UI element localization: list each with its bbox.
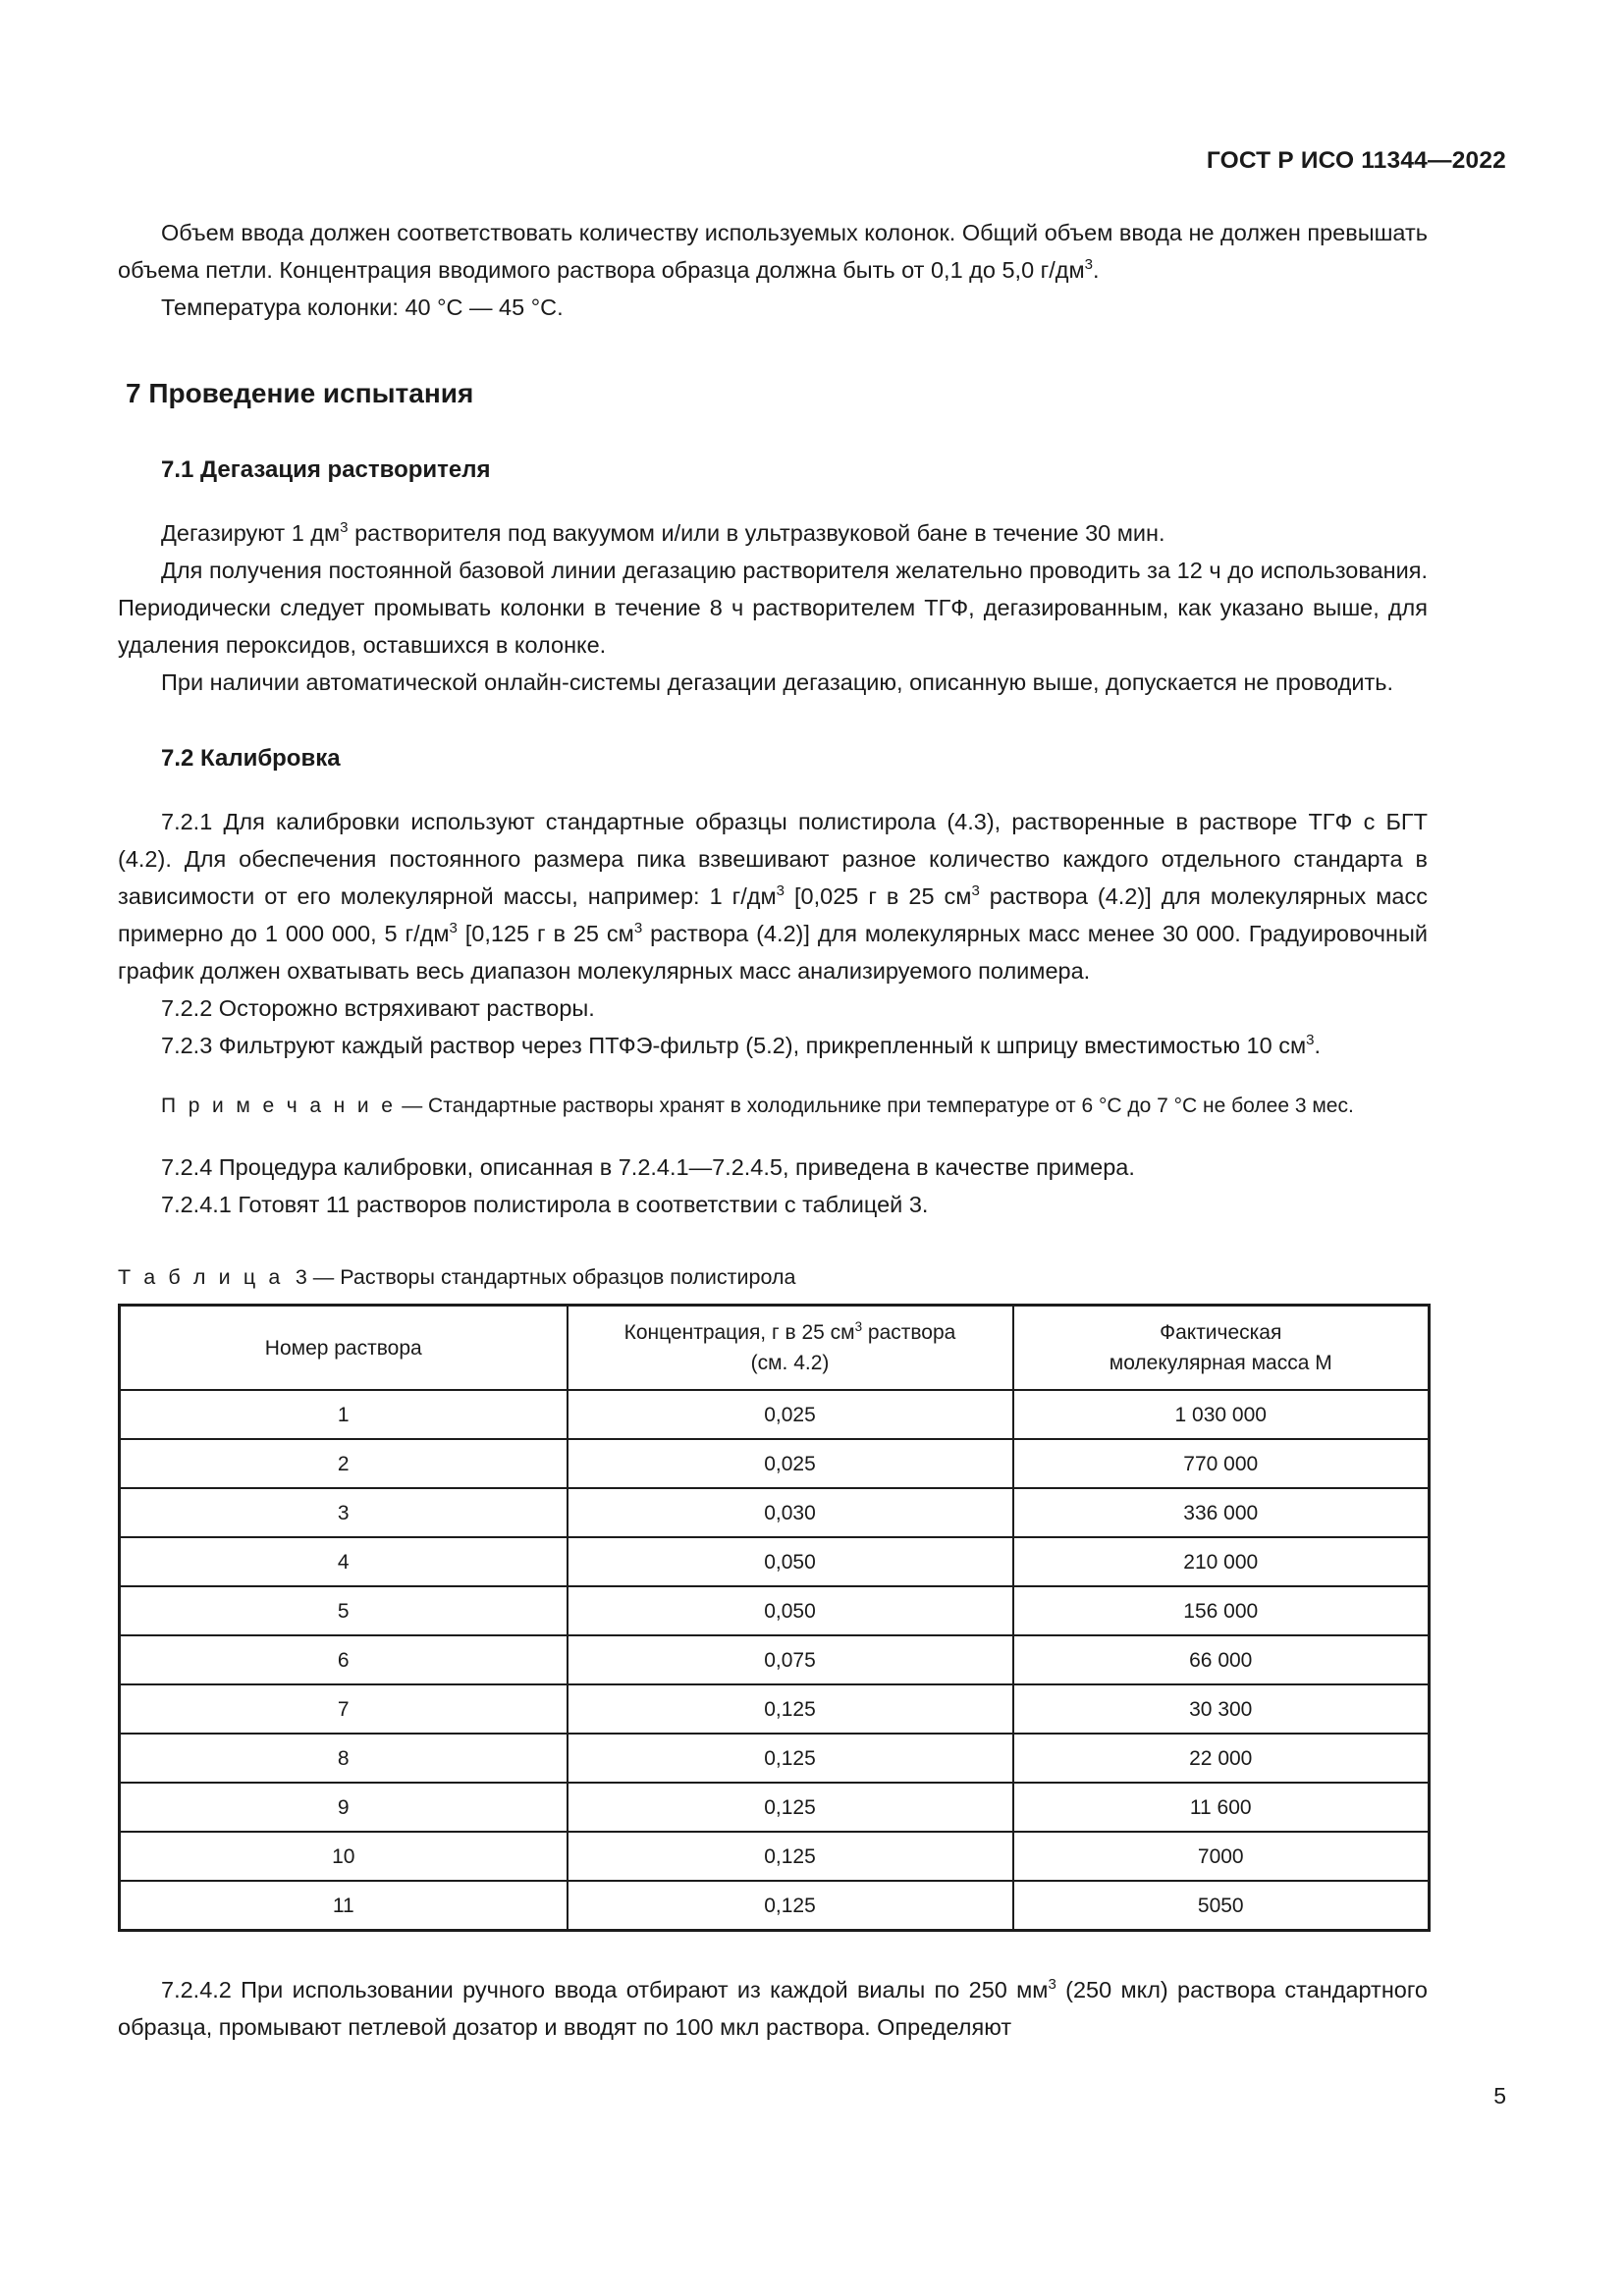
cell-molecular-mass: 30 300 xyxy=(1013,1684,1430,1734)
table-3-caption-number: 3 xyxy=(295,1265,307,1289)
column-header-concentration xyxy=(568,1306,1013,1391)
table-row xyxy=(120,1439,1430,1488)
superscript-cubic: 3 xyxy=(1048,1976,1056,1994)
cell-solution-number: 1 xyxy=(120,1390,568,1439)
table-3-body xyxy=(120,1390,1430,1931)
cell-solution-number: 8 xyxy=(120,1734,568,1783)
table-3-caption-label: Т а б л и ц а xyxy=(118,1265,284,1289)
cell-molecular-mass: 11 600 xyxy=(1013,1783,1430,1832)
spacer xyxy=(118,1292,1428,1304)
paragraph-7-2-1 xyxy=(118,803,1428,989)
column-header-concentration-line2: (см. 4.2) xyxy=(750,1352,830,1374)
cell-solution-number: 11 xyxy=(120,1881,568,1931)
paragraph-7-2-1-b: [0,025 г в 25 см xyxy=(785,883,972,909)
paragraph-7-2-4-2-a: 7.2.4.2 При использовании ручного ввода отбирают из каждой виалы по 250 мм xyxy=(161,1977,1049,2002)
spacer xyxy=(118,412,1428,452)
cell-solution-number: 6 xyxy=(120,1635,568,1684)
table-3-polystyrene-solutions xyxy=(118,1304,1431,1932)
paragraph-7-2-1-c: раствора (4.2)] для молекулярных масс примерно до 1 000 000, 5 г/дм xyxy=(118,883,1428,946)
superscript-cubic: 3 xyxy=(340,519,349,537)
table-row xyxy=(120,1832,1430,1881)
paragraph-degassing-1 xyxy=(118,514,1428,552)
note-label: П р и м е ч а н и е xyxy=(161,1095,397,1117)
column-header-actual-molecular-mass xyxy=(1013,1306,1430,1391)
table-row xyxy=(120,1734,1430,1783)
page-content xyxy=(118,214,1428,2046)
heading-section-7-2: 7.2 Калибровка xyxy=(161,745,341,772)
spacer xyxy=(118,1064,1428,1090)
cell-concentration: 0,125 xyxy=(568,1832,1013,1881)
table-row xyxy=(120,1635,1430,1684)
running-header-standard-ref: ГОСТ Р ИСО 11344—2022 xyxy=(1206,147,1506,174)
table-row xyxy=(120,1684,1430,1734)
paragraph-7-2-1-e: раствора (4.2)] для молекулярных масс менее 30 000. Градуировочный график должен охватывать весь диапазон молекулярных масс анализируемого полимера. xyxy=(118,921,1428,984)
spacer xyxy=(118,701,1428,740)
paragraph-7-2-1-a: 7.2.1 Для калибровки используют стандартные образцы полистирола (4.3), растворенные в растворе ТГФ с БГТ (4.2). Для обеспечения постоянного размера пика взвешивают разное количество каждого отдельного стандарта в зависимости от его молекулярной массы, например: 1 г/дм xyxy=(118,809,1428,909)
cell-concentration: 0,025 xyxy=(568,1390,1013,1439)
cell-solution-number: 5 xyxy=(120,1586,568,1635)
paragraph-column-temperature: Температура колонки: 40 °C — 45 °C. xyxy=(161,294,564,320)
page-number: 5 xyxy=(1493,2083,1506,2109)
paragraph-7-2-1-d: [0,125 г в 25 см xyxy=(457,921,634,946)
cell-concentration: 0,050 xyxy=(568,1537,1013,1586)
superscript-cubic: 3 xyxy=(1306,1032,1315,1049)
cell-molecular-mass: 156 000 xyxy=(1013,1586,1430,1635)
paragraph-7-2-4-1: 7.2.4.1 Готовят 11 растворов полистирола в соответствии с таблицей 3. xyxy=(161,1192,929,1217)
spacer xyxy=(118,777,1428,803)
spacer xyxy=(118,1223,1428,1262)
column-header-solution-number: Номер раствора xyxy=(120,1306,568,1391)
cell-molecular-mass: 22 000 xyxy=(1013,1734,1430,1783)
paragraph-degassing-1-a: Дегазируют 1 дм xyxy=(161,520,341,546)
table-row xyxy=(120,1390,1430,1439)
cell-molecular-mass: 336 000 xyxy=(1013,1488,1430,1537)
cell-concentration: 0,125 xyxy=(568,1783,1013,1832)
spacer xyxy=(118,1932,1428,1971)
paragraph-injection-volume-text: Объем ввода должен соответствовать количеству используемых колонок. Общий объем ввода не должен превышать объема петли. Концентрация вводимого раствора образца должна быть от 0,1 до 5,0 г/дм xyxy=(118,220,1428,283)
paragraph-injection-volume-tail: . xyxy=(1093,257,1100,283)
table-row xyxy=(120,1586,1430,1635)
spacer xyxy=(118,489,1428,514)
cell-concentration: 0,050 xyxy=(568,1586,1013,1635)
cell-concentration: 0,030 xyxy=(568,1488,1013,1537)
column-header-mass-line2: молекулярная масса M xyxy=(1109,1352,1332,1374)
paragraph-7-2-4-2 xyxy=(118,1971,1428,2046)
table-3-head xyxy=(120,1306,1430,1391)
cell-solution-number: 10 xyxy=(120,1832,568,1881)
column-header-concentration-line1: Концентрация, г в 25 см xyxy=(623,1321,855,1344)
cell-concentration: 0,125 xyxy=(568,1881,1013,1931)
table-row xyxy=(120,1881,1430,1931)
cell-concentration: 0,025 xyxy=(568,1439,1013,1488)
paragraph-7-2-4: 7.2.4 Процедура калибровки, описанная в 7.2.4.1—7.2.4.5, приведена в качестве примера. xyxy=(161,1154,1135,1180)
cell-molecular-mass: 66 000 xyxy=(1013,1635,1430,1684)
cell-solution-number: 2 xyxy=(120,1439,568,1488)
paragraph-degassing-3: При наличии автоматической онлайн-системы дегазации дегазацию, описанную выше, допускается не проводить. xyxy=(161,669,1394,695)
spacer xyxy=(118,1123,1428,1148)
note-text: — Стандартные растворы хранят в холодильнике при температуре от 6 °C до 7 °C не более 3 мес. xyxy=(396,1095,1354,1117)
superscript-cubic: 3 xyxy=(776,882,785,900)
superscript-cubic: 3 xyxy=(633,920,643,937)
note-storage-conditions xyxy=(118,1090,1428,1123)
heading-section-7-1: 7.1 Дегазация растворителя xyxy=(161,456,491,483)
superscript-cubic: 3 xyxy=(449,920,458,937)
paragraph-7-2-4-2-b: (250 мкл) раствора стандартного образца, промывают петлевой дозатор и вводят по 100 мкл раствора. Определяют xyxy=(118,1977,1428,2040)
cell-molecular-mass: 210 000 xyxy=(1013,1537,1430,1586)
cell-concentration: 0,075 xyxy=(568,1635,1013,1684)
superscript-cubic: 3 xyxy=(971,882,980,900)
paragraph-7-2-2: 7.2.2 Осторожно встряхивают растворы. xyxy=(161,995,595,1021)
column-header-concentration-line1-tail: раствора xyxy=(862,1321,956,1344)
column-header-mass-line1: Фактическая xyxy=(1160,1321,1282,1344)
paragraph-injection-volume xyxy=(118,214,1428,289)
paragraph-7-2-3 xyxy=(118,1027,1428,1064)
table-3-caption-title: — Растворы стандартных образцов полистирола xyxy=(306,1265,796,1289)
table-3-caption-spacer xyxy=(284,1265,296,1289)
cell-molecular-mass: 7000 xyxy=(1013,1832,1430,1881)
cell-molecular-mass: 1 030 000 xyxy=(1013,1390,1430,1439)
superscript-cubic: 3 xyxy=(854,1319,863,1334)
cell-concentration: 0,125 xyxy=(568,1734,1013,1783)
cell-solution-number: 4 xyxy=(120,1537,568,1586)
paragraph-7-2-3-a: 7.2.3 Фильтруют каждый раствор через ПТФЭ-фильтр (5.2), прикрепленный к шприцу вместимостью 10 см xyxy=(161,1033,1307,1058)
cell-molecular-mass: 5050 xyxy=(1013,1881,1430,1931)
table-header-row xyxy=(120,1306,1430,1391)
table-row xyxy=(120,1488,1430,1537)
cell-concentration: 0,125 xyxy=(568,1684,1013,1734)
cell-solution-number: 9 xyxy=(120,1783,568,1832)
cell-molecular-mass: 770 000 xyxy=(1013,1439,1430,1488)
table-row xyxy=(120,1783,1430,1832)
cell-solution-number: 7 xyxy=(120,1684,568,1734)
superscript-cubic: 3 xyxy=(1084,256,1094,274)
heading-section-7: 7 Проведение испытания xyxy=(126,378,474,408)
paragraph-degassing-1-b: растворителя под вакуумом и/или в ультразвуковой бане в течение 30 мин. xyxy=(348,520,1165,546)
paragraph-7-2-3-b: . xyxy=(1314,1033,1322,1058)
paragraph-degassing-2: Для получения постоянной базовой линии дегазацию растворителя желательно проводить за 12 ч до использования. Периодически следует промывать колонки в течение 8 ч растворителем ТГФ, дегазированным, как указано выше, для удаления пероксидов, оставшихся в колонке. xyxy=(118,558,1428,658)
spacer xyxy=(118,326,1428,375)
table-3-caption xyxy=(118,1262,1428,1292)
table-row xyxy=(120,1537,1430,1586)
cell-solution-number: 3 xyxy=(120,1488,568,1537)
